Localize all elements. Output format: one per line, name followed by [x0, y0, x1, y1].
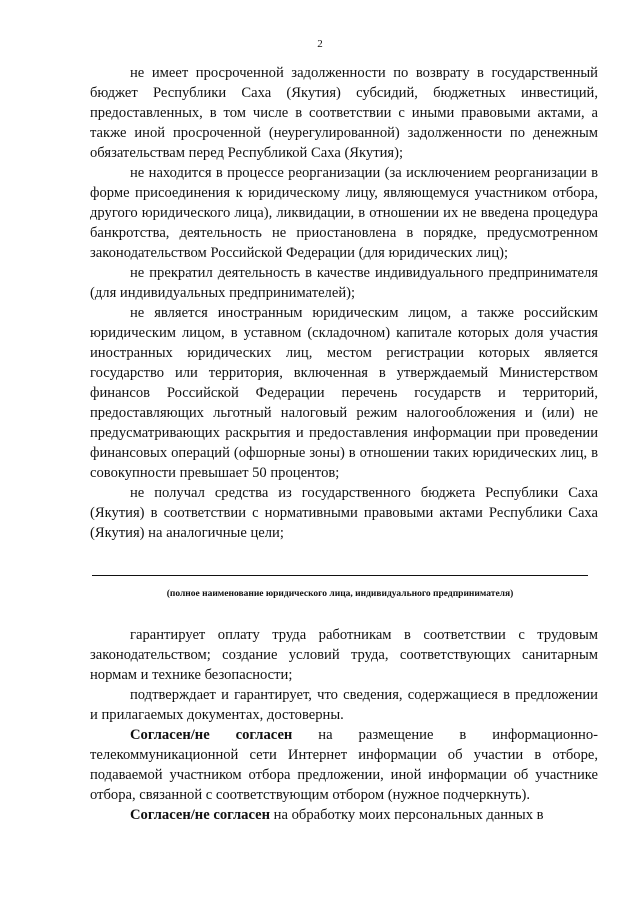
consent-label: Согласен/не согласен	[130, 727, 293, 743]
paragraph-guarantees-pay: гарантирует оплату труда работникам в соответствии с трудовым законодательством; создание условий труда, соответствующих санитарным нормам и технике безопасности;	[90, 627, 598, 683]
paragraph-no-funds: не получал средства из государственного бюджета Республики Саха (Якутия) в соответствии с нормативными правовыми актами Республики Саха (Якутия) на аналогичные цели;	[90, 485, 598, 541]
guarantees-block	[90, 625, 598, 825]
paragraph-no-debt: не имеет просроченной задолженности по возврату в государственный бюджет Республики Саха (Якутия) субсидий, бюджетных инвестиций, предоставленных, в том числе в соответствии с иными правовыми актами, а также иной просроченной (неурегулированной) задолженности по денежным обязательствам перед Республикой Саха (Якутия);	[90, 65, 598, 161]
paragraph-not-foreign: не является иностранным юридическим лицом, а также российским юридическим лицом, в уставном (складочном) капитале которых доля участия иностранных юридических лиц, местом регистрации которых является государство или территория, включенная в утверждаемый Министерством финансов Российской Федерации перечень государств и территорий, предоставляющих льготный налоговый режим налогообложения и (или) не предусматривающих раскрытия и предоставления информации при проведении финансовых операций (офшорные зоны) в отношении таких юридических лиц, в совокупности превышает 50 процентов;	[90, 305, 598, 481]
paragraph-consent-publication	[90, 725, 598, 805]
paragraph-no-reorganization: не находится в процессе реорганизации (за исключением реорганизации в форме присоединения к юридическому лицу, являющемуся участником отбора, другого юридического лица), ликвидации, в отношении их не введена процедура банкротства, деятельность не приостановлена в порядке, предусмотренном законодательством Российской Федерации (для юридических лиц);	[90, 165, 598, 261]
signature-line	[92, 575, 588, 576]
paragraph-confirms: подтверждает и гарантирует, что сведения, содержащиеся в предложении и прилагаемых документах, достоверны.	[90, 687, 598, 723]
consent-label: Согласен/не согласен	[130, 807, 271, 823]
page-number: 2	[317, 38, 323, 50]
conditions-list	[90, 63, 598, 543]
signature-caption: (полное наименование юридического лица, индивидуального предпринимателя)	[166, 589, 514, 599]
paragraph-not-ceased: не прекратил деятельность в качестве индивидуального предпринимателя (для индивидуальных предпринимателей);	[90, 265, 598, 301]
paragraph-consent-personal-data	[90, 805, 598, 825]
consent-text: на обработку моих персональных данных в	[270, 807, 544, 823]
consent-text: на размещение в информационно-телекоммуникационной сети Интернет информации об участии в отборе, подаваемой участником отбора предложении, иной информации об участнике отбора, связанной с соответствующим отбором (нужное подчеркнуть).	[90, 727, 598, 803]
